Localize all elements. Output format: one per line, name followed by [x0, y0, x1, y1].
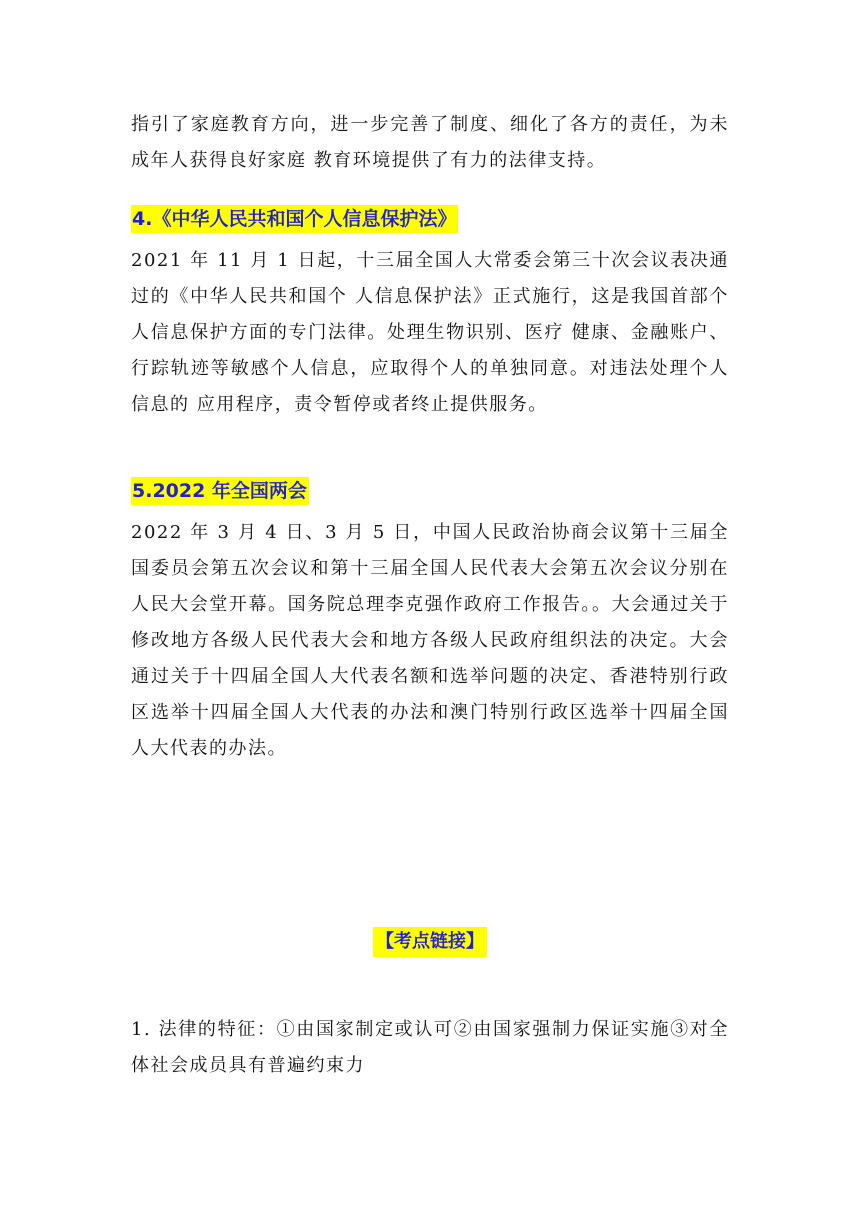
section-5-paragraph: 2022 年 3 月 4 日、3 月 5 日，中国人民政治协商会议第十三届全国委员会第五次会议和第十三届全国人民代表大会第五次会议分别在人民大会堂开幕。国务院总理李克强作政府工作报告。。大会通过关于修改地方各级人民代表大会和地方各级人民政府组织法的决定。大会通过关于十四届全国人大代表名额和选举问题的决定、香港特别行政区选举十四届全国人大代表的办法和澳门特别行政区选举十四届全国人大代表的办法。: [131, 522, 729, 759]
exam-point-1: 1. 法律的特征：①由国家制定或认可②由国家强制力保证实施③对全体社会成员具有普遍约束力: [131, 1019, 729, 1076]
intro-continuation-paragraph: 指引了家庭教育方向，进一步完善了制度、细化了各方的责任，为未成年人获得良好家庭 教育环境提供了有力的法律支持。: [131, 114, 729, 171]
section-4-paragraph: 2021 年 11 月 1 日起，十三届全国人大常委会第三十次会议表决通过的《中华人民共和国个 人信息保护法》正式施行，这是我国首部个人信息保护方面的专门法律。处理生物识别、医疗 健康、金融账户、行踪轨迹等敏感个人信息，应取得个人的单独同意。对违法处理个人信息的 应用程序，责令暂停或者终止提供服务。: [131, 250, 729, 415]
section-4-heading: 4.《中华人民共和国个人信息保护法》: [131, 205, 458, 233]
section-5-heading: 5.2022 年全国两会: [131, 477, 309, 505]
exam-link-heading: 【考点链接】: [373, 927, 487, 957]
